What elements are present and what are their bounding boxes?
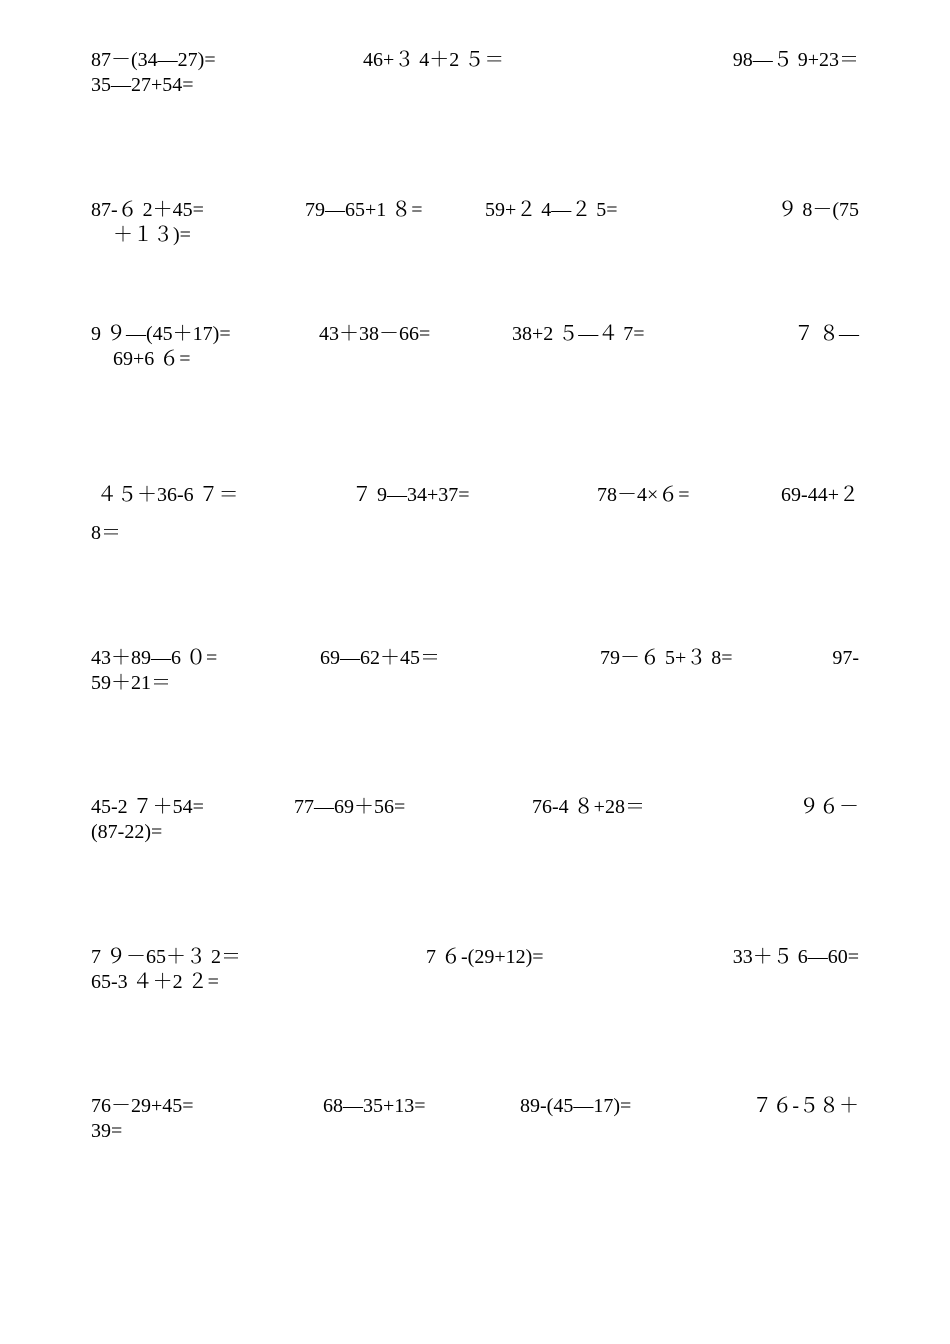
problem-row-5 <box>91 645 859 695</box>
problem-row-4 <box>91 482 859 545</box>
math-problem: 89-(45—17)= <box>520 1095 632 1117</box>
math-problem: 68—35+13= <box>323 1095 426 1117</box>
math-problem: 87-６ 2＋45= <box>91 199 204 221</box>
problem-row-7 <box>91 944 859 994</box>
math-problem-continued: 8＝ <box>91 522 121 544</box>
math-problem-continued: 69+6 ６= <box>113 348 191 370</box>
math-problem: 45-2 ７＋54= <box>91 796 204 818</box>
math-problem-continued: 35—27+54= <box>91 74 194 96</box>
math-problem: 76-4 ８+28＝ <box>532 796 645 818</box>
math-problem: 7 ９－65＋３ 2＝ <box>91 946 241 968</box>
math-problem: 7 ６-(29+12)= <box>426 946 544 968</box>
problem-row-2 <box>91 197 859 247</box>
math-problem: 87－(34—27)= <box>91 49 216 71</box>
math-problem: 76－29+45= <box>91 1095 194 1117</box>
math-problem: 43＋89—6 ０= <box>91 647 218 669</box>
math-problem: 43＋38－66= <box>319 323 431 345</box>
math-problem: 69—62＋45＝ <box>320 647 440 669</box>
math-problem: ７ 9—34+37= <box>352 484 470 506</box>
math-problem-continued: 39= <box>91 1120 123 1142</box>
problem-row-6 <box>91 794 859 844</box>
math-problem: 69-44+２ <box>781 484 859 506</box>
problem-row-1 <box>91 47 859 97</box>
problem-row-3 <box>91 321 859 371</box>
math-problem: 77—69＋56= <box>294 796 406 818</box>
math-problem: 38+2 ５—４ 7= <box>512 323 645 345</box>
math-problem: 97- <box>832 647 859 669</box>
math-problem: ４５＋36-6 ７＝ <box>97 484 239 506</box>
math-problem: 9 ９—(45＋17)= <box>91 323 231 345</box>
math-problem: 79－６ 5+３ 8= <box>600 647 733 669</box>
math-problem: 59+２ 4—２ 5= <box>485 199 618 221</box>
math-problem-continued: 59＋21＝ <box>91 672 171 694</box>
math-problem: 33＋５ 6—60= <box>732 946 859 968</box>
math-problem: 78－4×６= <box>597 484 690 506</box>
math-problem-continued: 65-3 ４＋2 ２= <box>91 971 219 993</box>
math-problem: ９６－ <box>799 796 859 818</box>
math-problem-continued: ＋１３)= <box>113 224 191 246</box>
math-problem: ７ ８— <box>794 323 859 345</box>
math-problem: ７６-５８＋ <box>752 1095 859 1117</box>
math-problem: ９ 8－(75 <box>777 199 859 221</box>
math-problem: 98—５ 9+23＝ <box>732 49 859 71</box>
math-problem-continued: (87-22)= <box>91 821 163 843</box>
math-problem: 46+３ 4＋2 ５＝ <box>363 49 505 71</box>
math-problem: 79—65+1 ８= <box>305 199 423 221</box>
problem-row-8 <box>91 1093 859 1143</box>
